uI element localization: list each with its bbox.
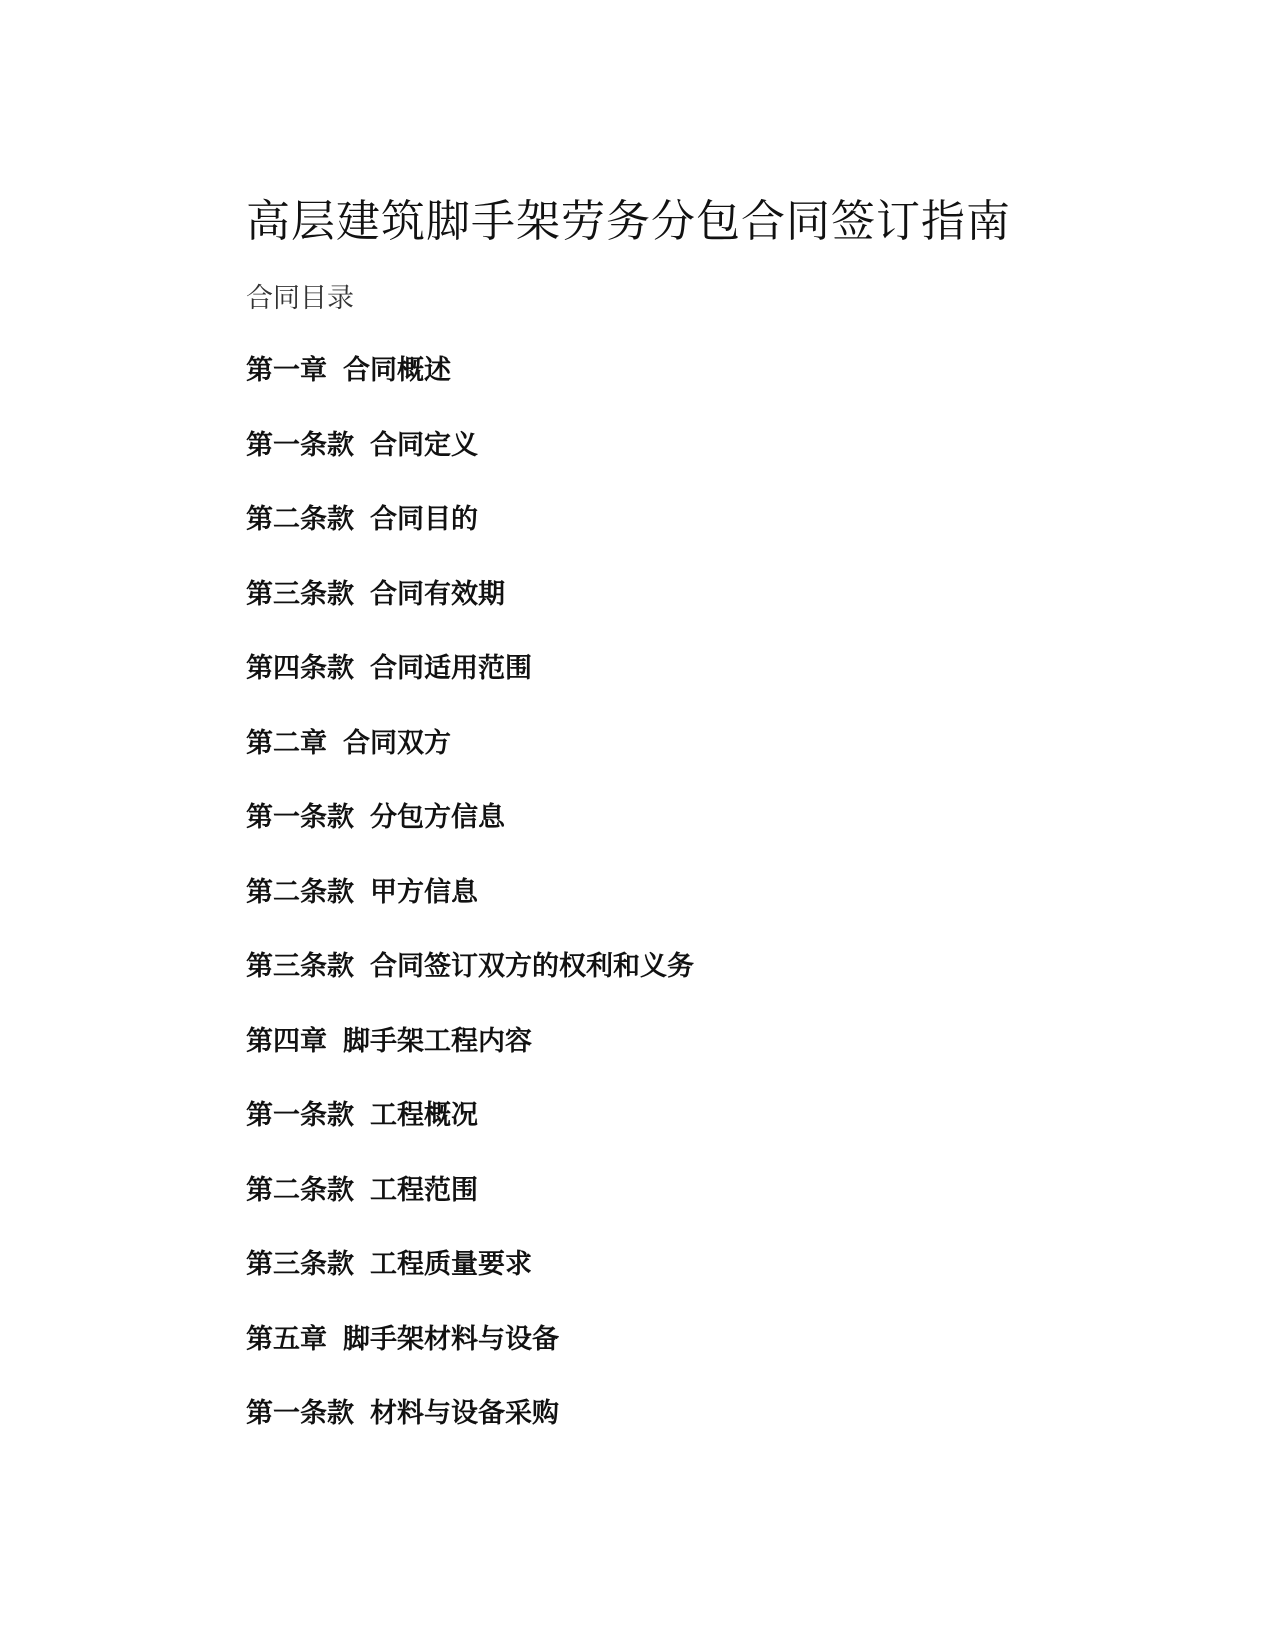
toc-item-text: 合同有效期 <box>370 578 505 610</box>
toc-item-number: 第三条款 <box>246 951 354 982</box>
toc-item-number: 第三条款 <box>246 578 354 610</box>
toc-item-text: 工程质量要求 <box>370 1249 532 1280</box>
toc-item-number: 第四条款 <box>246 653 354 684</box>
toc-item-clause <box>246 1396 694 1471</box>
toc-item-chapter-2 <box>246 726 694 801</box>
toc-item-number: 第三条款 <box>246 1249 354 1280</box>
toc-item-text: 合同双方 <box>343 727 451 759</box>
toc-item-text: 工程概况 <box>370 1100 478 1131</box>
toc-item-text: 脚手架材料与设备 <box>343 1323 559 1355</box>
toc-item-clause <box>246 577 694 652</box>
toc-item-text: 合同适用范围 <box>370 653 532 684</box>
toc-item-text: 合同签订双方的权利和义务 <box>370 951 694 982</box>
toc-item-text: 甲方信息 <box>370 876 478 908</box>
toc-item-number: 第一条款 <box>246 802 354 833</box>
toc-item-clause <box>246 428 694 503</box>
toc-item-clause <box>246 800 694 875</box>
toc-item-chapter-1 <box>246 353 694 428</box>
toc-item-chapter-4 <box>246 1024 694 1099</box>
toc-item-text: 分包方信息 <box>370 802 505 833</box>
toc-item-text: 工程范围 <box>370 1174 478 1206</box>
toc-item-text: 合同概述 <box>343 355 451 386</box>
toc-item-number: 第二章 <box>246 727 327 759</box>
toc-item-clause <box>246 1173 694 1248</box>
toc-item-chapter-5 <box>246 1322 694 1397</box>
document-title: 高层建筑脚手架劳务分包合同签订指南 <box>246 196 1011 247</box>
toc-item-number: 第二条款 <box>246 504 354 535</box>
toc-item-number: 第一条款 <box>246 429 354 461</box>
toc-item-clause <box>246 949 694 1024</box>
toc-item-clause <box>246 651 694 726</box>
toc-item-number: 第一条款 <box>246 1398 354 1429</box>
toc-item-number: 第一条款 <box>246 1100 354 1131</box>
toc-item-number: 第二条款 <box>246 1174 354 1206</box>
toc-list <box>246 353 694 1471</box>
toc-item-number: 第二条款 <box>246 876 354 908</box>
toc-item-number: 第四章 <box>246 1025 327 1057</box>
toc-item-clause <box>246 502 694 577</box>
toc-item-text: 脚手架工程内容 <box>343 1025 532 1057</box>
toc-item-number: 第五章 <box>246 1323 327 1355</box>
toc-item-clause <box>246 1247 694 1322</box>
toc-item-text: 材料与设备采购 <box>370 1398 559 1429</box>
toc-item-text: 合同定义 <box>370 429 478 461</box>
toc-item-text: 合同目的 <box>370 504 478 535</box>
toc-heading: 合同目录 <box>246 283 354 314</box>
toc-item-number: 第一章 <box>246 355 327 386</box>
toc-item-clause <box>246 1098 694 1173</box>
toc-item-clause <box>246 875 694 950</box>
